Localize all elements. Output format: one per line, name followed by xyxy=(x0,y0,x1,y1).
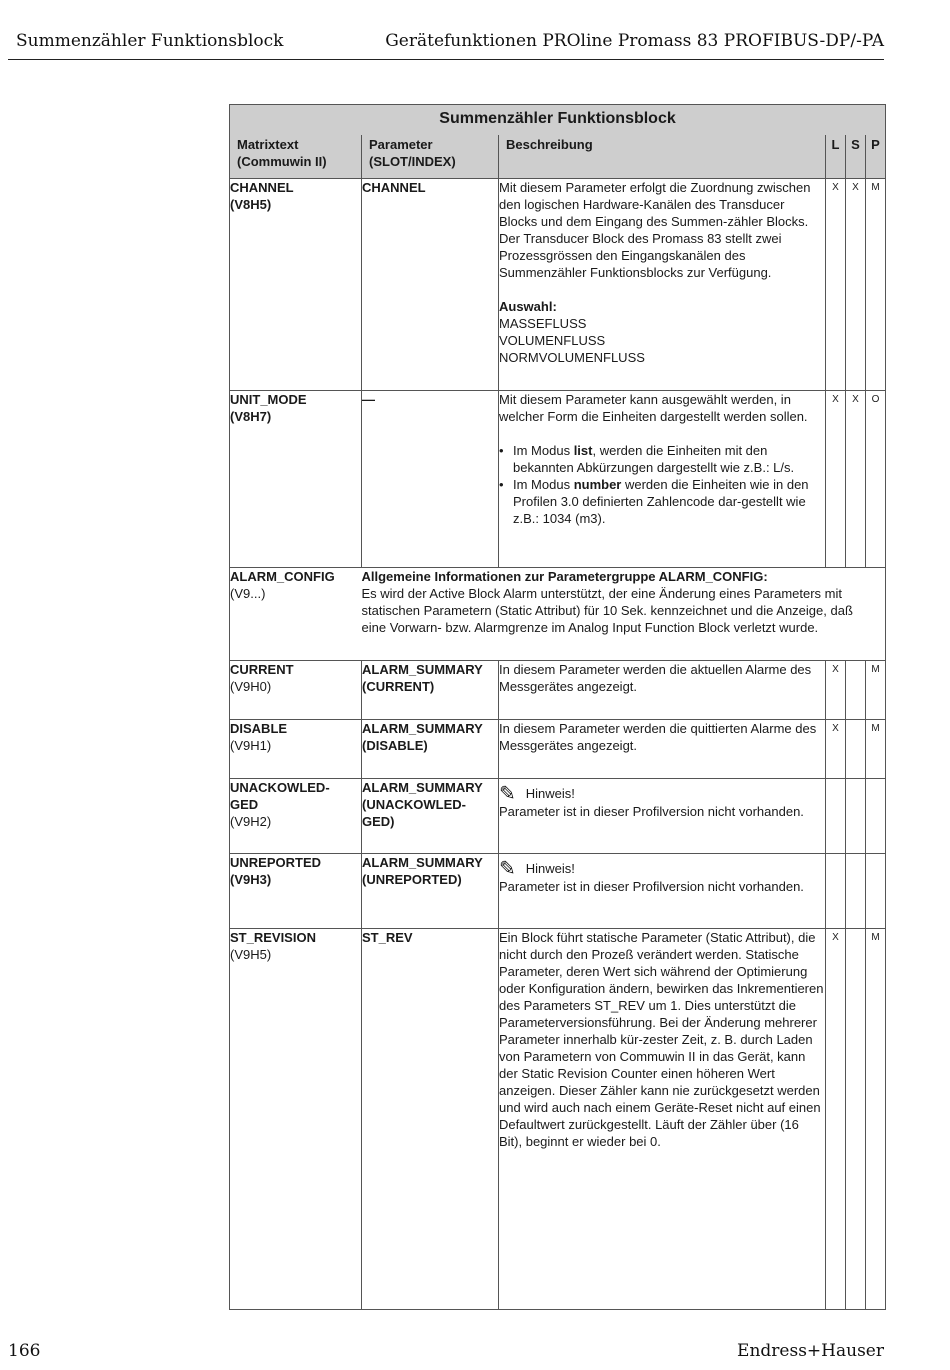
flag-p: M xyxy=(866,720,886,779)
flag-p: O xyxy=(866,391,886,568)
table-header-row xyxy=(230,135,886,179)
table-row xyxy=(230,779,886,854)
flag-p: M xyxy=(866,179,886,391)
flag-l: X xyxy=(826,720,846,779)
brand-logo-text: Endress+Hauser xyxy=(737,1341,884,1361)
flag-s xyxy=(846,854,866,929)
matrix-cell: UNREPORTED (V9H3) xyxy=(230,854,362,929)
flag-p: M xyxy=(866,661,886,720)
bullet-item: • Im Modus number werden die Einheiten wie in den Profilen 3.0 definierten Zahlencode dar-gestellt wie z.B.: 1034 (m3). xyxy=(513,476,825,527)
table-row xyxy=(230,179,886,391)
table-row xyxy=(230,720,886,779)
running-header-right: Gerätefunktionen PROline Promass 83 PROFIBUS-DP/-PA xyxy=(385,31,884,51)
header-rule xyxy=(8,59,884,60)
flag-l: X xyxy=(826,391,846,568)
parameter-cell: ALARM_SUMMARY (DISABLE) xyxy=(362,720,499,779)
description-cell: In diesem Parameter werden die aktuellen Alarme des Messgerätes angezeigt. xyxy=(499,661,826,720)
description-cell: ✎ Hinweis! Parameter ist in dieser Profilversion nicht vorhanden. xyxy=(499,779,826,854)
flag-l: X xyxy=(826,661,846,720)
flag-s xyxy=(846,720,866,779)
description-cell: Ein Block führt statische Parameter (Static Attribut), die nicht durch den Prozeß verändert werden. Statische Parameter, deren Wert sich während der Optimierung oder Konfiguration ändern, bewirken das Inkrementieren des Parameters ST_REV um 1. Dies unterstützt die Parameterversionsführung. Bei der Änderung mehrerer Parameter innerhalb kür-zester Zeit, z. B. durch Laden von Parametern von Commuwin II in das Gerät, kann der Static Revision Counter einen höheren Wert anzeigen. Dieser Zähler kann nie zurückgesetzt werden und wird auch nach einem Geräte-Reset nicht auf einen Defaultwert zurückgestellt. Läuft der Zähler über (16 Bit), beginnt er wieder bei 0. xyxy=(499,929,826,1310)
bullet-item: • Im Modus list, werden die Einheiten mit den bekannten Abkürzungen dargestellt wie z.B.: L/s. xyxy=(513,442,825,476)
description-cell: Mit diesem Parameter kann ausgewählt werden, in welcher Form die Einheiten dargestellt werden sollen. • Im Modus list, werden die Einheiten mit den bekannten Abkürzungen dargestellt wie z.B.: L/s. • Im Modus number werden die Einheiten wie in den Profilen 3.0 definierten Zahlencode dar-gestellt wie z.B.: 1034 (m3). xyxy=(499,391,826,568)
parameter-cell: CHANNEL xyxy=(362,179,499,391)
note-label: Hinweis! xyxy=(525,861,575,876)
flag-s: X xyxy=(846,179,866,391)
parameter-cell: ALARM_SUMMARY (UNREPORTED) xyxy=(362,854,499,929)
flag-p: M xyxy=(866,929,886,1310)
col-header-l: L xyxy=(826,135,846,179)
flag-l xyxy=(826,854,846,929)
matrix-cell: CURRENT (V9H0) xyxy=(230,661,362,720)
table-row xyxy=(230,391,886,568)
col-header-parameter: Parameter (SLOT/INDEX) xyxy=(362,135,499,179)
flag-l: X xyxy=(826,929,846,1310)
flag-p xyxy=(866,779,886,854)
flag-s: X xyxy=(846,391,866,568)
matrix-cell: ALARM_CONFIG (V9...) xyxy=(230,568,362,661)
parameter-cell: ALARM_SUMMARY (CURRENT) xyxy=(362,661,499,720)
flag-l xyxy=(826,779,846,854)
table-title: Summenzähler Funktionsblock xyxy=(230,105,886,136)
table-row xyxy=(230,661,886,720)
flag-s xyxy=(846,779,866,854)
matrix-cell: UNIT_MODE (V8H7) xyxy=(230,391,362,568)
table-row xyxy=(230,929,886,1310)
pencil-note-icon: ✎ xyxy=(499,858,516,880)
description-cell: In diesem Parameter werden die quittierten Alarme des Messgerätes angezeigt. xyxy=(499,720,826,779)
matrix-cell: CHANNEL (V8H5) xyxy=(230,179,362,391)
matrix-cell: UNACKOWLED- GED (V9H2) xyxy=(230,779,362,854)
group-info-cell: Allgemeine Informationen zur Parametergruppe ALARM_CONFIG: Es wird der Active Block Alarm unterstützt, der eine Änderung eines Parameters mit statischen Parametern (Static Attribut) für 10 Sek. kennzeichnet und die Anzeige, daß eine Vorwarn- bzw. Alarmgrenze im Analog Input Function Block verletzt wurde. xyxy=(362,568,886,661)
parameter-cell: ALARM_SUMMARY (UNACKOWLED- GED) xyxy=(362,779,499,854)
running-header-left: Summenzähler Funktionsblock xyxy=(16,31,284,51)
description-cell: Mit diesem Parameter erfolgt die Zuordnung zwischen den logischen Hardware-Kanälen des Transducer Blocks und dem Eingang des Summen-zähler Blocks. Der Transducer Block des Promass 83 stellt zwei Prozessgrössen den Eingangskanälen des Summenzähler Funktionsblocks zur Verfügung. Auswahl: MASSEFLUSS VOLUMENFLUSS NORMVOLUMENFLUSS xyxy=(499,179,826,391)
flag-l: X xyxy=(826,179,846,391)
table-row xyxy=(230,854,886,929)
description-cell: ✎ Hinweis! Parameter ist in dieser Profilversion nicht vorhanden. xyxy=(499,854,826,929)
parameter-cell: ST_REV xyxy=(362,929,499,1310)
note-label: Hinweis! xyxy=(525,786,575,801)
col-header-s: S xyxy=(846,135,866,179)
parameter-cell: — xyxy=(362,391,499,568)
col-header-description: Beschreibung xyxy=(499,135,826,179)
page-number: 166 xyxy=(8,1341,41,1361)
col-header-p: P xyxy=(866,135,886,179)
pencil-note-icon: ✎ xyxy=(499,783,516,805)
table-row xyxy=(230,568,886,661)
flag-p xyxy=(866,854,886,929)
matrix-cell: ST_REVISION (V9H5) xyxy=(230,929,362,1310)
function-block-table xyxy=(229,104,886,1310)
matrix-cell: DISABLE (V9H1) xyxy=(230,720,362,779)
flag-s xyxy=(846,661,866,720)
col-header-matrixtext: Matrixtext (Commuwin II) xyxy=(230,135,362,179)
flag-s xyxy=(846,929,866,1310)
